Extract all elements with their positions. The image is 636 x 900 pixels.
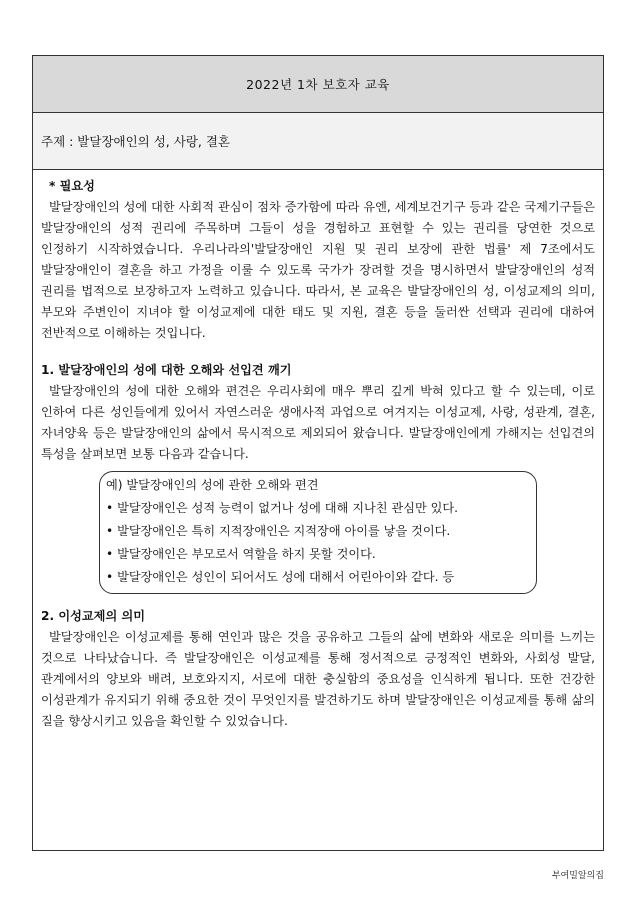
document-title: 2022년 1차 보호자 교육: [33, 56, 603, 113]
example-box: [99, 471, 537, 594]
necessity-heading: * 필요성: [49, 179, 95, 193]
example-item: • 발달장애인은 부모로서 역할을 하지 못할 것이다.: [106, 547, 376, 561]
section1-heading: 1. 발달장애인의 성에 대한 오해와 선입견 깨기: [41, 363, 292, 377]
subject-line: 주제 : 발달장애인의 성, 사랑, 결혼: [33, 113, 603, 170]
necessity-paragraph: 발달장애인의 성에 대한 사회적 관심이 점차 증가함에 따라 유엔, 세계보건기구 등과 같은 국제기구들은 발달장애인의 성적 권리에 주목하며 그들이 성을 경험하고 표현할 수 있는 권리를 당연한 것으로 인정하기 시작하였습니다. 우리나라의'발달장애인 지원 및 권리 보장에 관한 법률' 제 7조에서도 발달장애인이 결혼을 하고 가정을 이룰 수 있도록 국가가 장려할 것을 명시하면서 발달장애인의 성적 권리를 법적으로 보장하고자 노력하고 있습니다. 따라서, 본 교육은 발달장애인의 성, 이성교제의 의미, 부모와 주변인이 지녀야 할 이성교제에 대한 태도 및 지원, 결혼 등을 둘러싼 선택과 권리에 대하여 전반적으로 이해하는 것입니다.: [41, 200, 595, 340]
example-item: • 발달장애인은 특히 지적장애인은 지적장애 아이를 낳을 것이다.: [106, 524, 451, 538]
section2-heading: 2. 이성교제의 의미: [41, 609, 146, 623]
footer-organization: 부여밀알의집: [551, 871, 604, 881]
document-frame: [32, 55, 604, 851]
example-item: • 발달장애인은 성인이 되어서도 성에 대해서 어린아이와 같다. 등: [106, 570, 455, 584]
example-box-title: 예) 발달장애인의 성에 관한 오해와 편견: [106, 478, 319, 492]
example-item: • 발달장애인은 성적 능력이 없거나 성에 대해 지나친 관심만 있다.: [106, 501, 459, 515]
section2-paragraph: 발달장애인은 이성교제를 통해 연인과 많은 것을 공유하고 그들의 삶에 변화와 새로운 의미를 느끼는 것으로 나타났습니다. 즉 발달장애인은 이성교제를 통해 정서적으로 긍정적인 변화와, 사회성 발달, 관계에서의 양보와 배려, 보호와지지, 서로에 대한 충실함의 중요성을 인식하게 됩니다. 또한 건강한 이성관계가 유지되기 위해 중요한 것이 무엇인지를 발견하기도 하며 발달장애인은 이성교제를 통해 삶의 질을 향상시키고 있음을 확인할 수 있었습니다.: [41, 630, 595, 728]
document-body: [33, 170, 603, 732]
section1-paragraph: 발달장애인의 성에 대한 오해와 편견은 우리사회에 매우 뿌리 깊게 박혀 있다고 할 수 있는데, 이로 인하여 다른 성인들에게 있어서 자연스러운 생애사적 과업으로 여겨지는 이성교제, 사랑, 성관계, 결혼, 자녀양육 등은 발달장애인의 삶에서 묵시적으로 제외되어 왔습니다. 발달장애인에게 가해지는 선입견의 특성을 살펴보면 보통 다음과 같습니다.: [41, 384, 595, 461]
